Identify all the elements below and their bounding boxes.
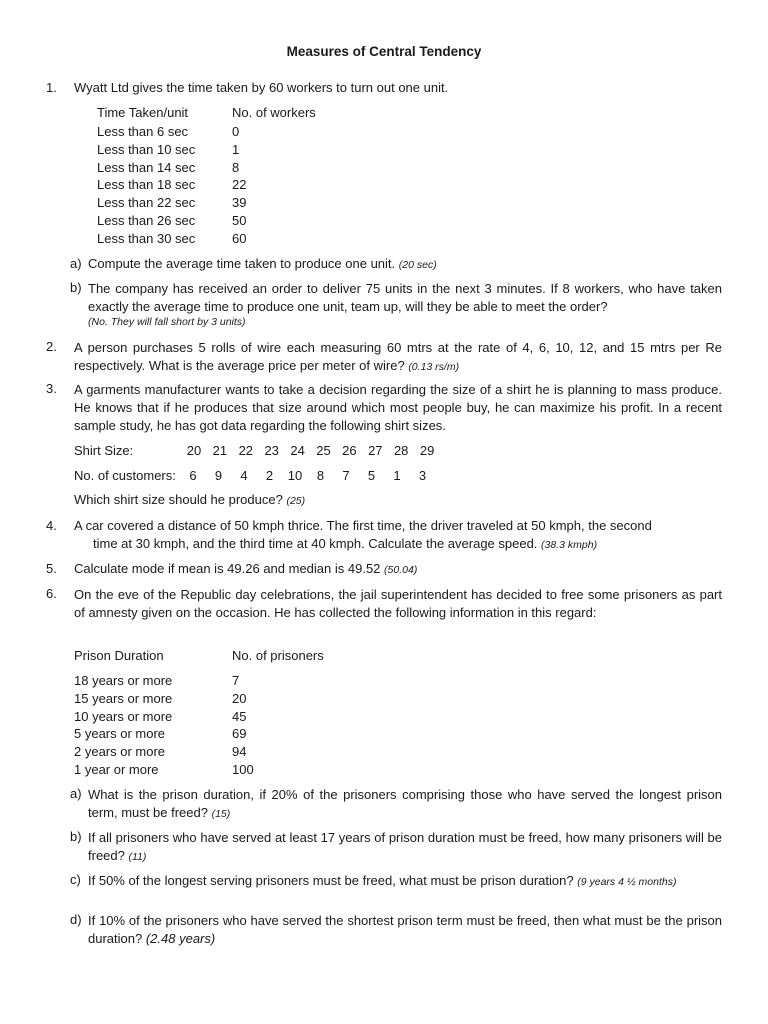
q6-text: On the eve of the Republic day celebrations, the jail superintendent has decided to free some prisoners as part of amnesty given on the occasion. He has collected the following information in this regard: [74, 587, 722, 620]
customer-count-cell: 9 [214, 468, 223, 483]
shirt-size-cell: 22 [238, 443, 254, 458]
q6-table-cell-value: 20 [232, 690, 247, 706]
q1-table-cell-label: Time Taken/unit [97, 105, 189, 120]
q3-answer: (25) [286, 495, 306, 507]
q6d-text-block [88, 912, 722, 948]
shirt-size-cell: 24 [290, 443, 305, 458]
q1-text: Wyatt Ltd gives the time taken by 60 workers to turn out one unit. [74, 80, 449, 95]
q1-table-cell-label: Less than 6 sec [97, 124, 189, 139]
q1-table-cell-value: 39 [232, 195, 247, 211]
q6a-text-block [88, 786, 722, 823]
customer-count-cell: 6 [189, 468, 197, 483]
shirt-size-cell: 21 [212, 443, 228, 458]
q6-number: 6. [46, 586, 57, 601]
q5-text: Calculate mode if mean is 49.26 and median is 49.52 [74, 561, 381, 576]
q6-table-cell-value: 69 [232, 726, 247, 742]
shirt-size-cell: 20 [186, 443, 202, 458]
shirt-size-cell: 25 [316, 443, 331, 458]
q6c-label: c) [70, 872, 81, 887]
q6-table-cell-label: 18 years or more [74, 673, 173, 688]
q6a-question: What is the prison duration, if 20% of the prisoners comprising those who have served the longest prison term, must be freed? [88, 787, 722, 820]
q1-table-cell-label: Less than 26 sec [97, 213, 196, 228]
q1-table-cell-label: Less than 18 sec [97, 177, 196, 193]
q1a-answer: (20 sec) [398, 259, 437, 271]
q1-table-cell-value: 22 [232, 177, 247, 193]
q3-customer-label: No. of customers: [74, 468, 176, 483]
q1-table-cell-value: 0 [232, 124, 240, 139]
q2-text [74, 339, 722, 376]
q3-question-line [74, 492, 305, 507]
q6d-question: If 10% of the prisoners who have served the shortest prison term must be freed, then what must be the prison duration? [88, 913, 722, 946]
q1-table-cell-label: Less than 30 sec [97, 230, 196, 246]
q3-text: A garments manufacturer wants to take a decision regarding the size of a shirt he is planning to mass produce. He knows that if he produces that size around which most people buy, he can maximize his profit. In a recent sample study, he has got data regarding the following shirt sizes. [74, 382, 722, 433]
q1-table-cell-label: Less than 14 sec [97, 159, 196, 175]
q6d-label: d) [70, 912, 82, 927]
q6-table-cell-value: 45 [232, 708, 247, 724]
q1-table-cell-value: 50 [232, 213, 247, 228]
shirt-size-cell: 27 [368, 443, 383, 458]
q1-table-cell-label: Less than 22 sec [97, 195, 196, 211]
customer-count-cell: 7 [342, 468, 350, 483]
customer-count-cell: 4 [240, 468, 248, 483]
q6-table-cell-value: 94 [232, 744, 247, 760]
customer-count-cell: 2 [265, 468, 274, 483]
q1a-label: a) [70, 256, 82, 271]
q2-number: 2. [46, 339, 57, 354]
q6c-question: If 50% of the longest serving prisoners must be freed, what must be prison duration? [88, 873, 574, 888]
q4-answer: (38.3 kmph) [541, 539, 598, 551]
q6b-text-block [88, 829, 722, 866]
q6-table-cell-value: 100 [232, 762, 254, 777]
q6-table-cell-value: No. of prisoners [232, 648, 324, 663]
q4-text2: time at 30 kmph, and the third time at 40 kmph. Calculate the average speed. [93, 536, 538, 551]
q1a-question: Compute the average time taken to produce one unit. [88, 256, 396, 271]
q3-size-label: Shirt Size: [74, 443, 134, 458]
page-title: Measures of Central Tendency [286, 44, 482, 59]
q4-number: 4. [46, 518, 57, 533]
shirt-size-cell: 28 [393, 443, 409, 458]
customer-count-cell: 1 [393, 468, 401, 483]
q1-table-cell-value: No. of workers [232, 105, 316, 120]
customer-count-cell: 8 [316, 468, 325, 483]
q6a-label: a) [70, 786, 82, 801]
q3-question: Which shirt size should he produce? [74, 492, 283, 507]
q6c-text-block [88, 872, 722, 891]
q1-table-cell-value: 8 [232, 159, 240, 175]
q4-text: A car covered a distance of 50 kmph thrice. The first time, the driver traveled at 50 kmph, the second [74, 518, 652, 533]
q6b-question: If all prisoners who have served at least 17 years of prison duration must be freed, how many prisoners will be freed? [88, 830, 722, 863]
q6-table-cell-label: 10 years or more [74, 708, 173, 724]
customer-count-cell: 5 [367, 468, 376, 483]
shirt-size-cell: 29 [419, 443, 435, 458]
customer-count-cell: 3 [418, 468, 427, 483]
q5-answer: (50.04) [384, 564, 418, 576]
q1b-label: b) [70, 280, 82, 295]
q6d-answer: (2.48 years) [145, 931, 216, 946]
q1-table-cell-value: 60 [232, 230, 247, 246]
q1-table-cell-value: 1 [232, 141, 240, 157]
q6b-label: b) [70, 829, 82, 844]
q6a-answer: (15) [211, 808, 231, 820]
q4-text2-line [93, 536, 597, 551]
q6-table-cell-label: 5 years or more [74, 726, 166, 742]
q6-table [74, 647, 374, 782]
q1b-text: The company has received an order to deliver 75 units in the next 3 minutes. If 8 workers, who have taken exactly the average time to produce one unit, team up, will they be able to meet the order? [88, 281, 722, 314]
q1-table-cell-label: Less than 10 sec [97, 141, 196, 157]
q2-answer: (0.13 rs/m) [408, 361, 460, 373]
q6b-answer: (11) [128, 851, 147, 863]
q6-table-cell-label: 2 years or more [74, 744, 166, 760]
q5-number: 5. [46, 561, 57, 576]
q1a-text [88, 256, 437, 271]
q6-table-cell-value: 7 [232, 673, 240, 688]
q6-table-cell-label: 15 years or more [74, 690, 173, 706]
shirt-size-cell: 26 [342, 443, 357, 458]
q6-table-cell-label: 1 year or more [74, 762, 159, 777]
customer-count-cell: 10 [287, 468, 303, 483]
q1-table [97, 104, 397, 249]
q6-table-cell-label: Prison Duration [74, 648, 164, 663]
shirt-size-cell: 23 [264, 443, 279, 458]
q3-number: 3. [46, 381, 57, 396]
q1b-answer: (No. They will fall short by 3 units) [88, 316, 246, 328]
q5-text-line [74, 561, 417, 576]
q6c-answer: (9 years 4 ½ months) [577, 876, 677, 888]
q2-question: A person purchases 5 rolls of wire each measuring 60 mtrs at the rate of 4, 6, 10, 12, and 15 mtrs per Re respectively. What is the average price per meter of wire? [74, 340, 722, 373]
q1-number: 1. [46, 80, 57, 95]
